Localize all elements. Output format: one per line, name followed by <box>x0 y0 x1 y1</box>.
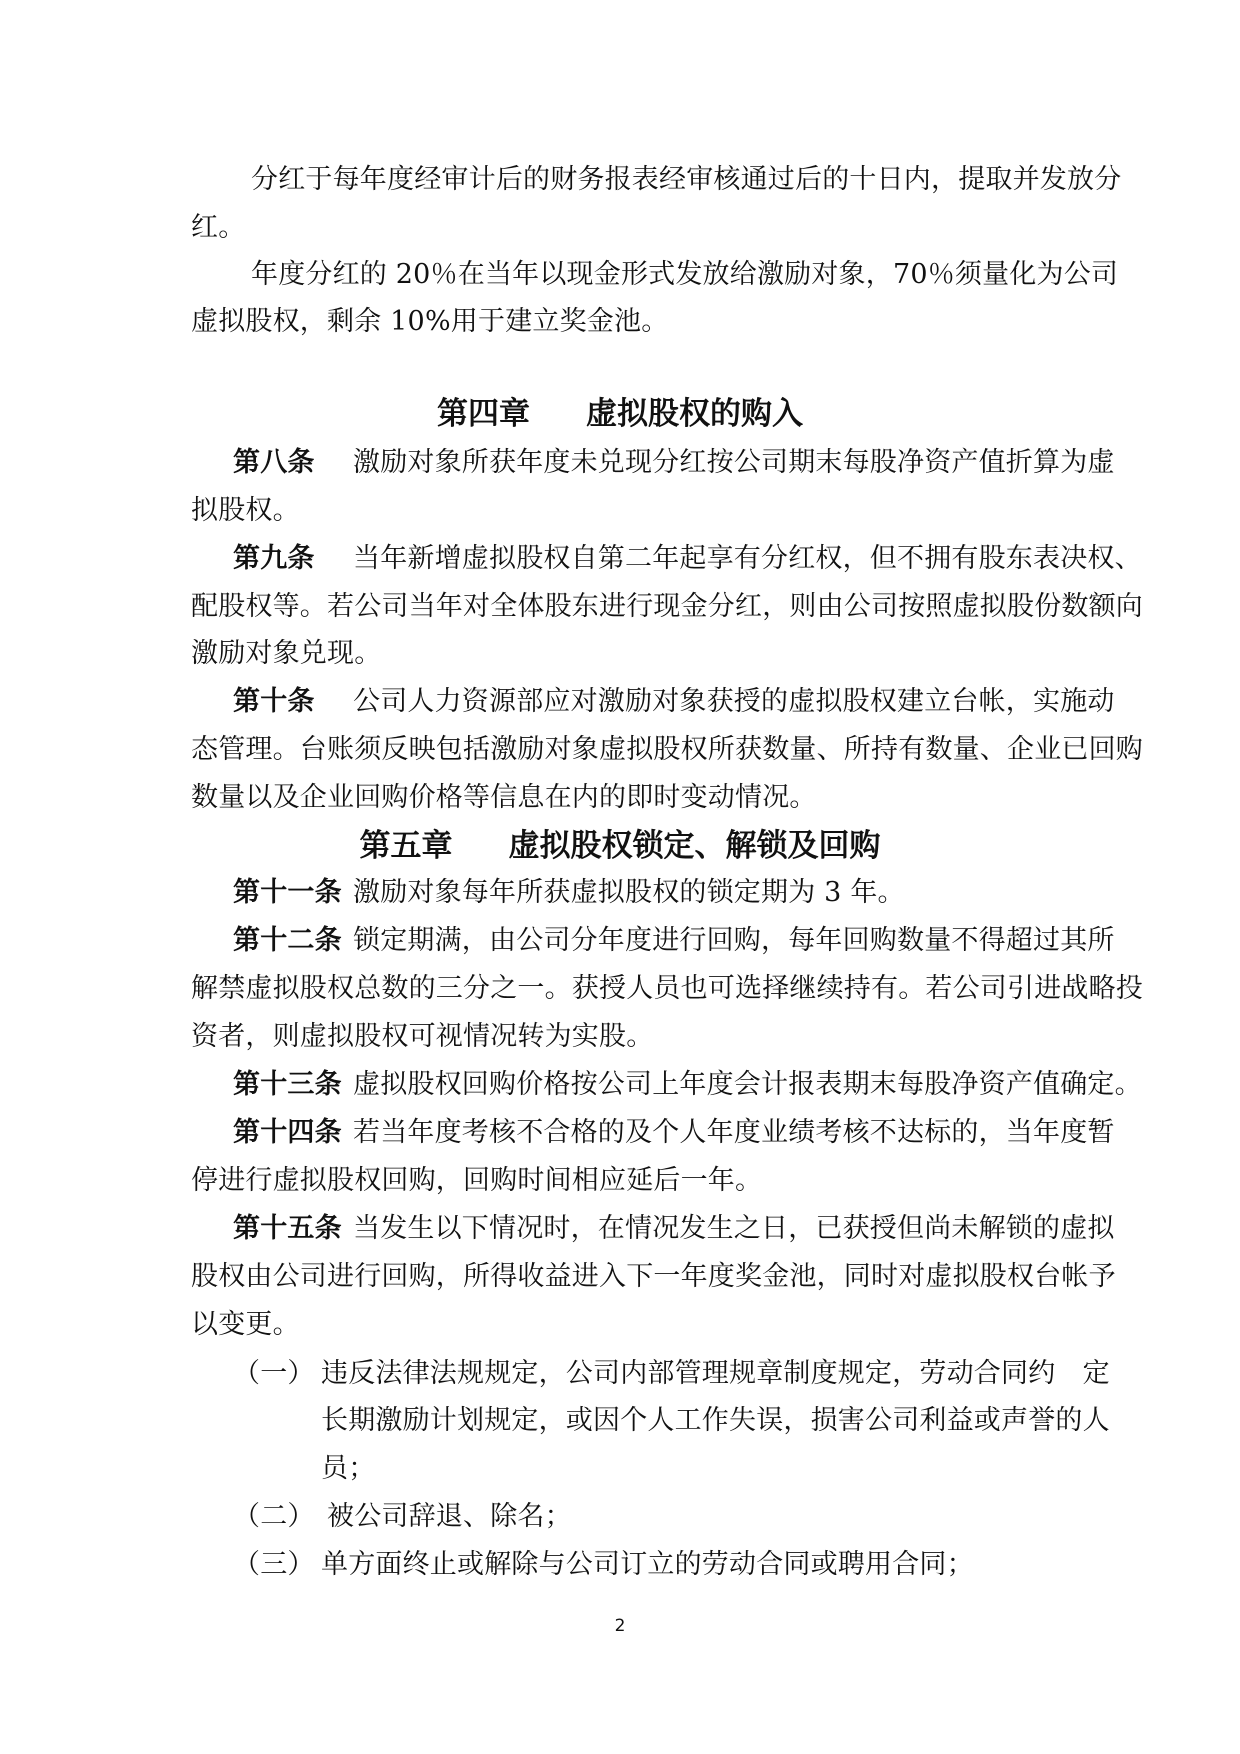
article-15-line2: 股权由公司进行回购，所得收益进入下一年度奖金池，同时对虚拟股权台帐予 <box>191 1261 1116 1292</box>
article-11-line1 <box>0 876 1240 910</box>
article-9-line3: 激励对象兑现。 <box>191 638 382 669</box>
article-8-line1 <box>0 446 1240 480</box>
article-11-text1: 激励对象每年所获虚拟股权的锁定期为 3 年。 <box>353 877 905 908</box>
article-14-label: 第十四条 <box>233 1117 342 1148</box>
article-8-label: 第八条 <box>233 447 315 478</box>
list-item-3-text1: 单方面终止或解除与公司订立的劳动合同或聘用合同； <box>321 1549 974 1580</box>
list-item-2-number: （二） <box>233 1501 315 1532</box>
article-13-line1 <box>0 1068 1240 1102</box>
article-15-text1: 当发生以下情况时，在情况发生之日，已获授但尚未解锁的虚拟 <box>353 1213 1115 1244</box>
article-8-line2: 拟股权。 <box>191 495 300 526</box>
article-14-line2: 停进行虚拟股权回购，回购时间相应延后一年。 <box>191 1165 763 1196</box>
article-15-line1 <box>0 1212 1240 1246</box>
page-number: 2 <box>614 1616 626 1636</box>
chapter-4-heading <box>0 394 1240 434</box>
article-12-text1: 锁定期满，由公司分年度进行回购，每年回购数量不得超过其所 <box>353 925 1115 956</box>
list-item-3-line1 <box>0 1548 1240 1582</box>
article-10-line1 <box>0 685 1240 719</box>
list-item-3-number: （三） <box>233 1549 315 1580</box>
article-15-label: 第十五条 <box>233 1213 342 1244</box>
article-8-text1: 激励对象所获年度未兑现分红按公司期末每股净资产值折算为虚 <box>353 447 1115 478</box>
article-9-line1 <box>0 542 1240 576</box>
list-item-1-line3: 员； <box>321 1453 376 1484</box>
list-item-1-number: （一） <box>233 1358 315 1389</box>
list-item-1-line1 <box>0 1357 1240 1391</box>
chapter-4-title: 虚拟股权的购入 <box>586 396 803 432</box>
article-9-text1: 当年新增虚拟股权自第二年起享有分红权，但不拥有股东表决权、 <box>353 543 1142 574</box>
article-13-text1: 虚拟股权回购价格按公司上年度会计报表期末每股净资产值确定。 <box>353 1069 1142 1100</box>
article-14-line1 <box>0 1116 1240 1150</box>
article-11-label: 第十一条 <box>233 877 342 908</box>
article-10-label: 第十条 <box>233 686 315 717</box>
list-item-2-line1 <box>0 1500 1240 1534</box>
article-12-label: 第十二条 <box>233 925 342 956</box>
article-15-line3: 以变更。 <box>191 1309 300 1340</box>
article-10-text1: 公司人力资源部应对激励对象获授的虚拟股权建立台帐，实施动 <box>353 686 1115 717</box>
article-12-line3: 资者，则虚拟股权可视情况转为实股。 <box>191 1021 654 1052</box>
chapter-5-title: 虚拟股权锁定、解锁及回购 <box>508 828 881 864</box>
article-9-line2: 配股权等。若公司当年对全体股东进行现金分红，则由公司按照虚拟股份数额向 <box>191 591 1143 622</box>
intro-p2-line1: 年度分红的 20％在当年以现金形式发放给激励对象，70％须量化为公司 <box>251 259 1119 290</box>
intro-p2-line2: 虚拟股权，剩余 10%用于建立奖金池。 <box>191 306 669 337</box>
article-13-label: 第十三条 <box>233 1069 342 1100</box>
article-10-line3: 数量以及企业回购价格等信息在内的即时变动情况。 <box>191 782 817 813</box>
article-10-line2: 态管理。台账须反映包括激励对象虚拟股权所获数量、所持有数量、企业已回购 <box>191 734 1143 765</box>
intro-p1-line2: 红。 <box>191 212 246 243</box>
article-14-text1: 若当年度考核不合格的及个人年度业绩考核不达标的，当年度暂 <box>353 1117 1115 1148</box>
article-9-label: 第九条 <box>233 543 315 574</box>
article-12-line2: 解禁虚拟股权总数的三分之一。获授人员也可选择继续持有。若公司引进战略投 <box>191 973 1143 1004</box>
chapter-4-number: 第四章 <box>437 396 530 432</box>
list-item-1-text1: 违反法律法规规定，公司内部管理规章制度规定，劳动合同约 定 <box>321 1358 1110 1389</box>
list-item-1-line2: 长期激励计划规定，或因个人工作失误，损害公司利益或声誉的人 <box>321 1405 1110 1436</box>
list-item-2-text1: 被公司辞退、除名； <box>327 1501 572 1532</box>
chapter-5-number: 第五章 <box>359 828 453 864</box>
article-12-line1 <box>0 924 1240 958</box>
chapter-5-heading <box>0 826 1240 866</box>
intro-p1-line1: 分红于每年度经审计后的财务报表经审核通过后的十日内，提取并发放分 <box>251 164 1122 195</box>
